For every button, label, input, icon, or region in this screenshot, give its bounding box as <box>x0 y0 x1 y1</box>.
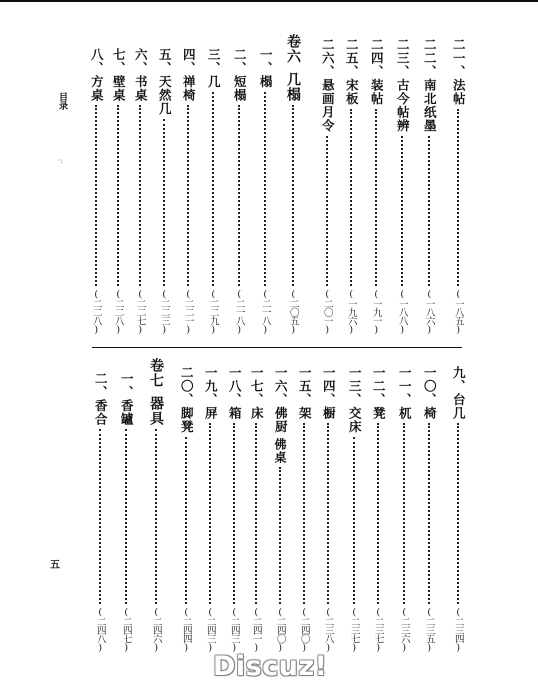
entry-title: 一九、屏 <box>203 366 219 420</box>
toc-entry <box>108 48 128 334</box>
running-head: 目录 <box>57 92 67 110</box>
leader-dots <box>353 437 355 604</box>
leader-dots <box>209 423 211 604</box>
entry-page: (二三七) <box>372 606 384 652</box>
toc-entry <box>419 38 439 334</box>
leader-dots <box>185 437 187 604</box>
entry-page: (二四一) <box>250 606 262 652</box>
watermark-logo: Discuz! <box>213 651 328 682</box>
toc-entry <box>116 372 136 652</box>
leader-dots <box>303 423 305 604</box>
entry-page: (二一八) <box>233 288 245 334</box>
toc-entry <box>246 366 266 652</box>
toc-entry <box>294 366 314 652</box>
toc-entry <box>90 372 110 652</box>
toc-entry <box>86 48 106 334</box>
toc-entry <box>130 48 150 334</box>
leader-dots <box>233 423 235 604</box>
entry-title: 三、几 <box>206 48 222 89</box>
entry-page: (一九一) <box>370 288 382 334</box>
entry-page: (二〇五) <box>287 288 299 334</box>
leader-dots <box>163 119 165 286</box>
entry-page: (二二八) <box>90 288 102 334</box>
margin-mark: ·: <box>58 156 64 165</box>
section-title: 几榻 <box>285 72 301 102</box>
entry-title: 一、榻 <box>258 48 274 89</box>
entry-title: 六、书桌 <box>133 48 149 102</box>
entry-page: (二四〇) <box>298 606 310 652</box>
toc-entry <box>270 366 290 652</box>
leader-dots <box>155 429 157 604</box>
entry-title: 二〇、脚凳 <box>179 366 195 434</box>
entry-title: 二五、宋板 <box>344 38 360 106</box>
toc-entry <box>448 38 468 334</box>
leader-dots <box>264 92 266 286</box>
top-border <box>0 0 538 2</box>
toc-entry <box>448 366 468 652</box>
entry-page: (二三五) <box>423 606 435 652</box>
entry-title: 一五、架 <box>297 366 313 420</box>
entry-title: 一六、佛厨 <box>273 366 289 434</box>
page-number: 五 <box>50 560 60 571</box>
entry-page: (二四六) <box>150 606 162 652</box>
leader-dots <box>99 429 101 604</box>
leader-dots <box>457 423 459 604</box>
entry-page: (二四四) <box>180 606 192 652</box>
entry-page: (二二八) <box>112 288 124 334</box>
toc-entry <box>368 366 388 652</box>
entry-title: 一四、橱 <box>321 366 337 420</box>
toc-entry <box>203 48 223 334</box>
entry-page: (二四三) <box>228 606 240 652</box>
toc-entry <box>255 48 275 334</box>
toc-entry <box>200 366 220 652</box>
leader-dots <box>403 423 405 604</box>
toc-entry <box>341 38 361 334</box>
entry-page: (二四八) <box>94 606 106 652</box>
leader-dots <box>377 423 379 604</box>
entry-page: (一九六) <box>345 288 357 334</box>
entry-page: (二三四) <box>452 606 464 652</box>
toc-entry <box>366 38 386 334</box>
section-heading-juan7 <box>146 358 166 652</box>
leader-dots <box>326 136 328 286</box>
entry-page: (二三七) <box>348 606 360 652</box>
leader-dots <box>327 423 329 604</box>
entry-page: (二〇一) <box>321 288 333 334</box>
section-heading: 卷六 <box>285 34 301 64</box>
entry-title: 四、禅椅 <box>181 48 197 102</box>
leader-dots <box>401 136 403 286</box>
section-divider <box>92 347 462 348</box>
entry-page: (二三六) <box>398 606 410 652</box>
section-heading: 卷七 <box>148 358 164 388</box>
entry-page: (一八六) <box>423 288 435 334</box>
entry-page: (二三八) <box>322 606 334 652</box>
entry-page: (二二七) <box>134 288 146 334</box>
leader-dots <box>117 105 119 286</box>
leader-dots <box>428 136 430 286</box>
toc-entry <box>176 366 196 652</box>
leader-dots <box>428 423 430 604</box>
leader-dots <box>457 109 459 286</box>
entry-title: 二、短榻 <box>232 48 248 102</box>
entry-title: 一三、交床 <box>347 366 363 434</box>
leader-dots <box>350 109 352 286</box>
entry-page: (二四三) <box>204 606 216 652</box>
toc-entry <box>344 366 364 652</box>
toc-entry <box>154 48 174 334</box>
entry-subtitle: 佛桌 <box>273 437 287 464</box>
entry-title: 一二、凳 <box>371 366 387 420</box>
entry-title: 二三、古今帖辨 <box>395 38 411 133</box>
toc-entry <box>317 38 337 334</box>
entry-page: (二四〇) <box>274 606 286 652</box>
entry-page: (二二三) <box>158 288 170 334</box>
leader-dots <box>212 92 214 286</box>
leader-dots <box>375 109 377 286</box>
entry-title: 七、壁桌 <box>111 48 127 102</box>
leader-dots <box>238 105 240 286</box>
toc-entry <box>318 366 338 652</box>
entry-title: 五、天然几 <box>157 48 173 116</box>
section-heading-juan6 <box>283 34 303 334</box>
toc-entry <box>394 366 414 652</box>
entry-page: (二四七) <box>120 606 132 652</box>
leader-dots <box>292 105 294 286</box>
entry-title: 一一、杌 <box>397 366 413 420</box>
toc-entry <box>392 38 412 334</box>
leader-dots <box>279 467 281 604</box>
leader-dots <box>139 105 141 286</box>
toc-entry <box>419 366 439 652</box>
leader-dots <box>255 423 257 604</box>
leader-dots <box>95 105 97 286</box>
toc-entry <box>229 48 249 334</box>
entry-title: 二一、法帖 <box>451 38 467 106</box>
leader-dots <box>187 105 189 286</box>
entry-page: (二一八) <box>259 288 271 334</box>
section-title: 器具 <box>148 396 164 426</box>
entry-page: (二二九) <box>207 288 219 334</box>
toc-entry <box>224 366 244 652</box>
entry-title: 九、台几 <box>451 366 467 420</box>
entry-title: 八、方桌 <box>89 48 105 102</box>
leader-dots <box>125 429 127 604</box>
toc-entry <box>178 48 198 334</box>
entry-title: 二二、南北纸墨 <box>422 38 438 133</box>
entry-page: (一八五) <box>452 288 464 334</box>
entry-title: 二六、悬画月令 <box>320 38 336 133</box>
entry-title: 一〇、椅 <box>422 366 438 420</box>
entry-title: 一、香罏 <box>119 372 135 426</box>
entry-page: (一八八) <box>396 288 408 334</box>
entry-title: 一七、床 <box>249 366 265 420</box>
entry-title: 二、香合 <box>93 372 109 426</box>
entry-title: 一八、箱 <box>227 366 243 420</box>
entry-title: 二四、装帖 <box>369 38 385 106</box>
entry-page: (二二一) <box>182 288 194 334</box>
